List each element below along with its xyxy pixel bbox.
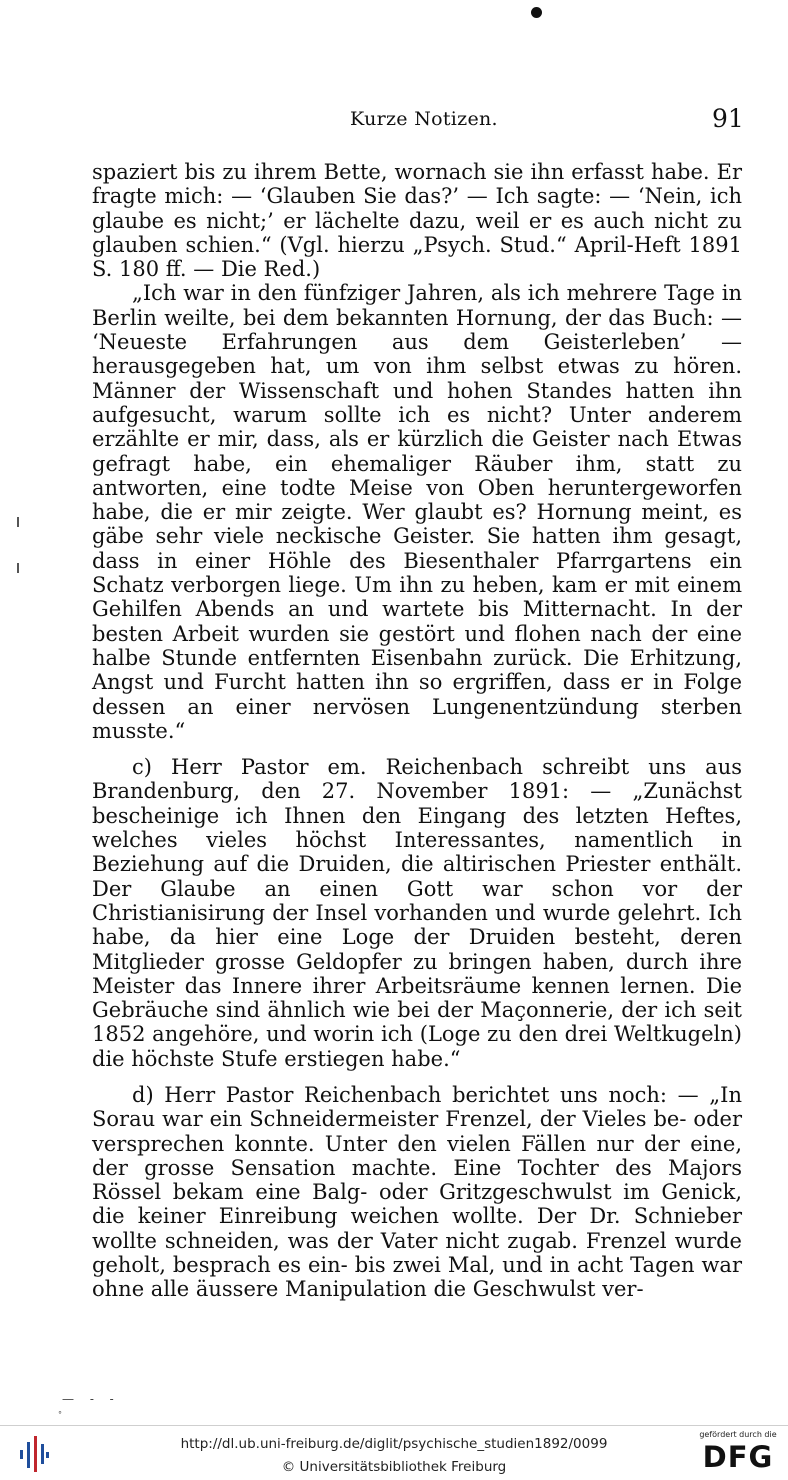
running-title: Kurze Notizen.: [350, 108, 498, 130]
paragraph-c: c) Herr Pastor em. Reichenbach schreibt uns aus Brandenburg, den 27. November 1891: — „Zunächst bescheinige ich Ihnen den Eingang des letzten Heftes, welches vieles höchst Interessantes, namentlich in Beziehung auf die Druiden, die altirischen Priester enthält. Der Glaube an einen Gott war schon vor der Christianisirung der Insel vorhanden und wurde gelehrt. Ich habe, da hier eine Loge der Druiden besteht, deren Mitglieder grosse Geldopfer zu bringen haben, durch ihre Meister das Innere ihrer Arbeitsräume kennen lernen. Die Gebräuche sind ähnlich wie bei der Maçonnerie, der ich seit 1852 angehöre, und worin ich (Loge zu den drei Weltkugeln) die höchste Stufe erstiegen habe.“: [92, 755, 742, 1071]
footer-divider: [0, 1425, 788, 1426]
source-url-link[interactable]: http://dl.ub.uni-freiburg.de/diglit/psychische_studien1892/0099: [180, 1436, 608, 1452]
ink-dot: [531, 7, 542, 18]
paragraph-d: d) Herr Pastor Reichenbach berichtet uns noch: — „In Sorau war ein Schneidermeister Frenzel, der Vieles be- oder versprechen konnte. Unter den vielen Fällen nur der eine, der grosse Sensation machte. Eine Tochter des Majors Rössel bekam eine Balg- oder Gritzgeschwulst im Genick, die keiner Einreibung weichen wollte. Der Dr. Schnieber wollte schneiden, was der Vater nicht zugab. Frenzel wurde geholt, besprach es ein- bis zwei Mal, und in acht Tagen war ohne alle äussere Manipulation die Geschwulst ver-: [92, 1082, 742, 1302]
paragraph-hornung: „Ich war in den fünfziger Jahren, als ich mehrere Tage in Berlin weilte, bei dem bekannten Hornung, der das Buch: — ‘Neueste Erfahrungen aus dem Geisterleben’ — herausgegeben hat, um von ihm selbst etwas zu hören. Männer der Wissenschaft und hohen Standes hatten ihn aufgesucht, warum sollte ich es nicht? Unter anderem erzählte er mir, dass, als er kürzlich die Geister nach Etwas gefragt habe, ein ehemaliger Räuber ihm, statt zu antworten, eine todte Meise von Oben heruntergeworfen habe, die er mir zeigte. Wer glaubt es? Hornung meint, es gäbe sehr viele neckische Geister. Sie hatten ihm gesagt, dass in einer Höhle des Biesenthaler Pfarrgartens ein Schatz verborgen liege. Um ihn zu heben, kam er mit einem Gehilfen Abends an und wartete bis Mitternacht. In der besten Arbeit wurden sie gestört und flohen nach der eine halbe Stunde entfernten Eisenbahn zurück. Die Erhitzung, Angst und Furcht hatten ihn so ergriffen, dass er in Folge dessen an einer nervösen Lungenentzündung sterben musste.“: [92, 281, 742, 743]
paragraph-continued: spaziert bis zu ihrem Bette, wornach sie ihn erfasst habe. Er fragte mich: — ‘Glauben Sie das?’ — Ich sagte: — ‘Nein, ich glaube es nicht;’ er lächelte dazu, weil er es auch nicht zu glauben schien.“ (Vgl. hierzu „Psych. Stud.“ April-Heft 1891 S. 180 ff. — Die Red.): [92, 160, 742, 282]
margin-mark: [17, 517, 19, 527]
margin-mark: [17, 563, 19, 573]
body-text: [92, 160, 742, 1302]
sponsor-caption: gefördert durch die: [699, 1430, 777, 1439]
copyright-text: © Universitätsbibliothek Freiburg: [281, 1459, 507, 1475]
page-number: 91: [712, 104, 744, 133]
dfg-logo: DFG: [702, 1440, 774, 1474]
stray-mark: °: [58, 1410, 62, 1419]
stray-marks: — - -: [62, 1392, 120, 1406]
